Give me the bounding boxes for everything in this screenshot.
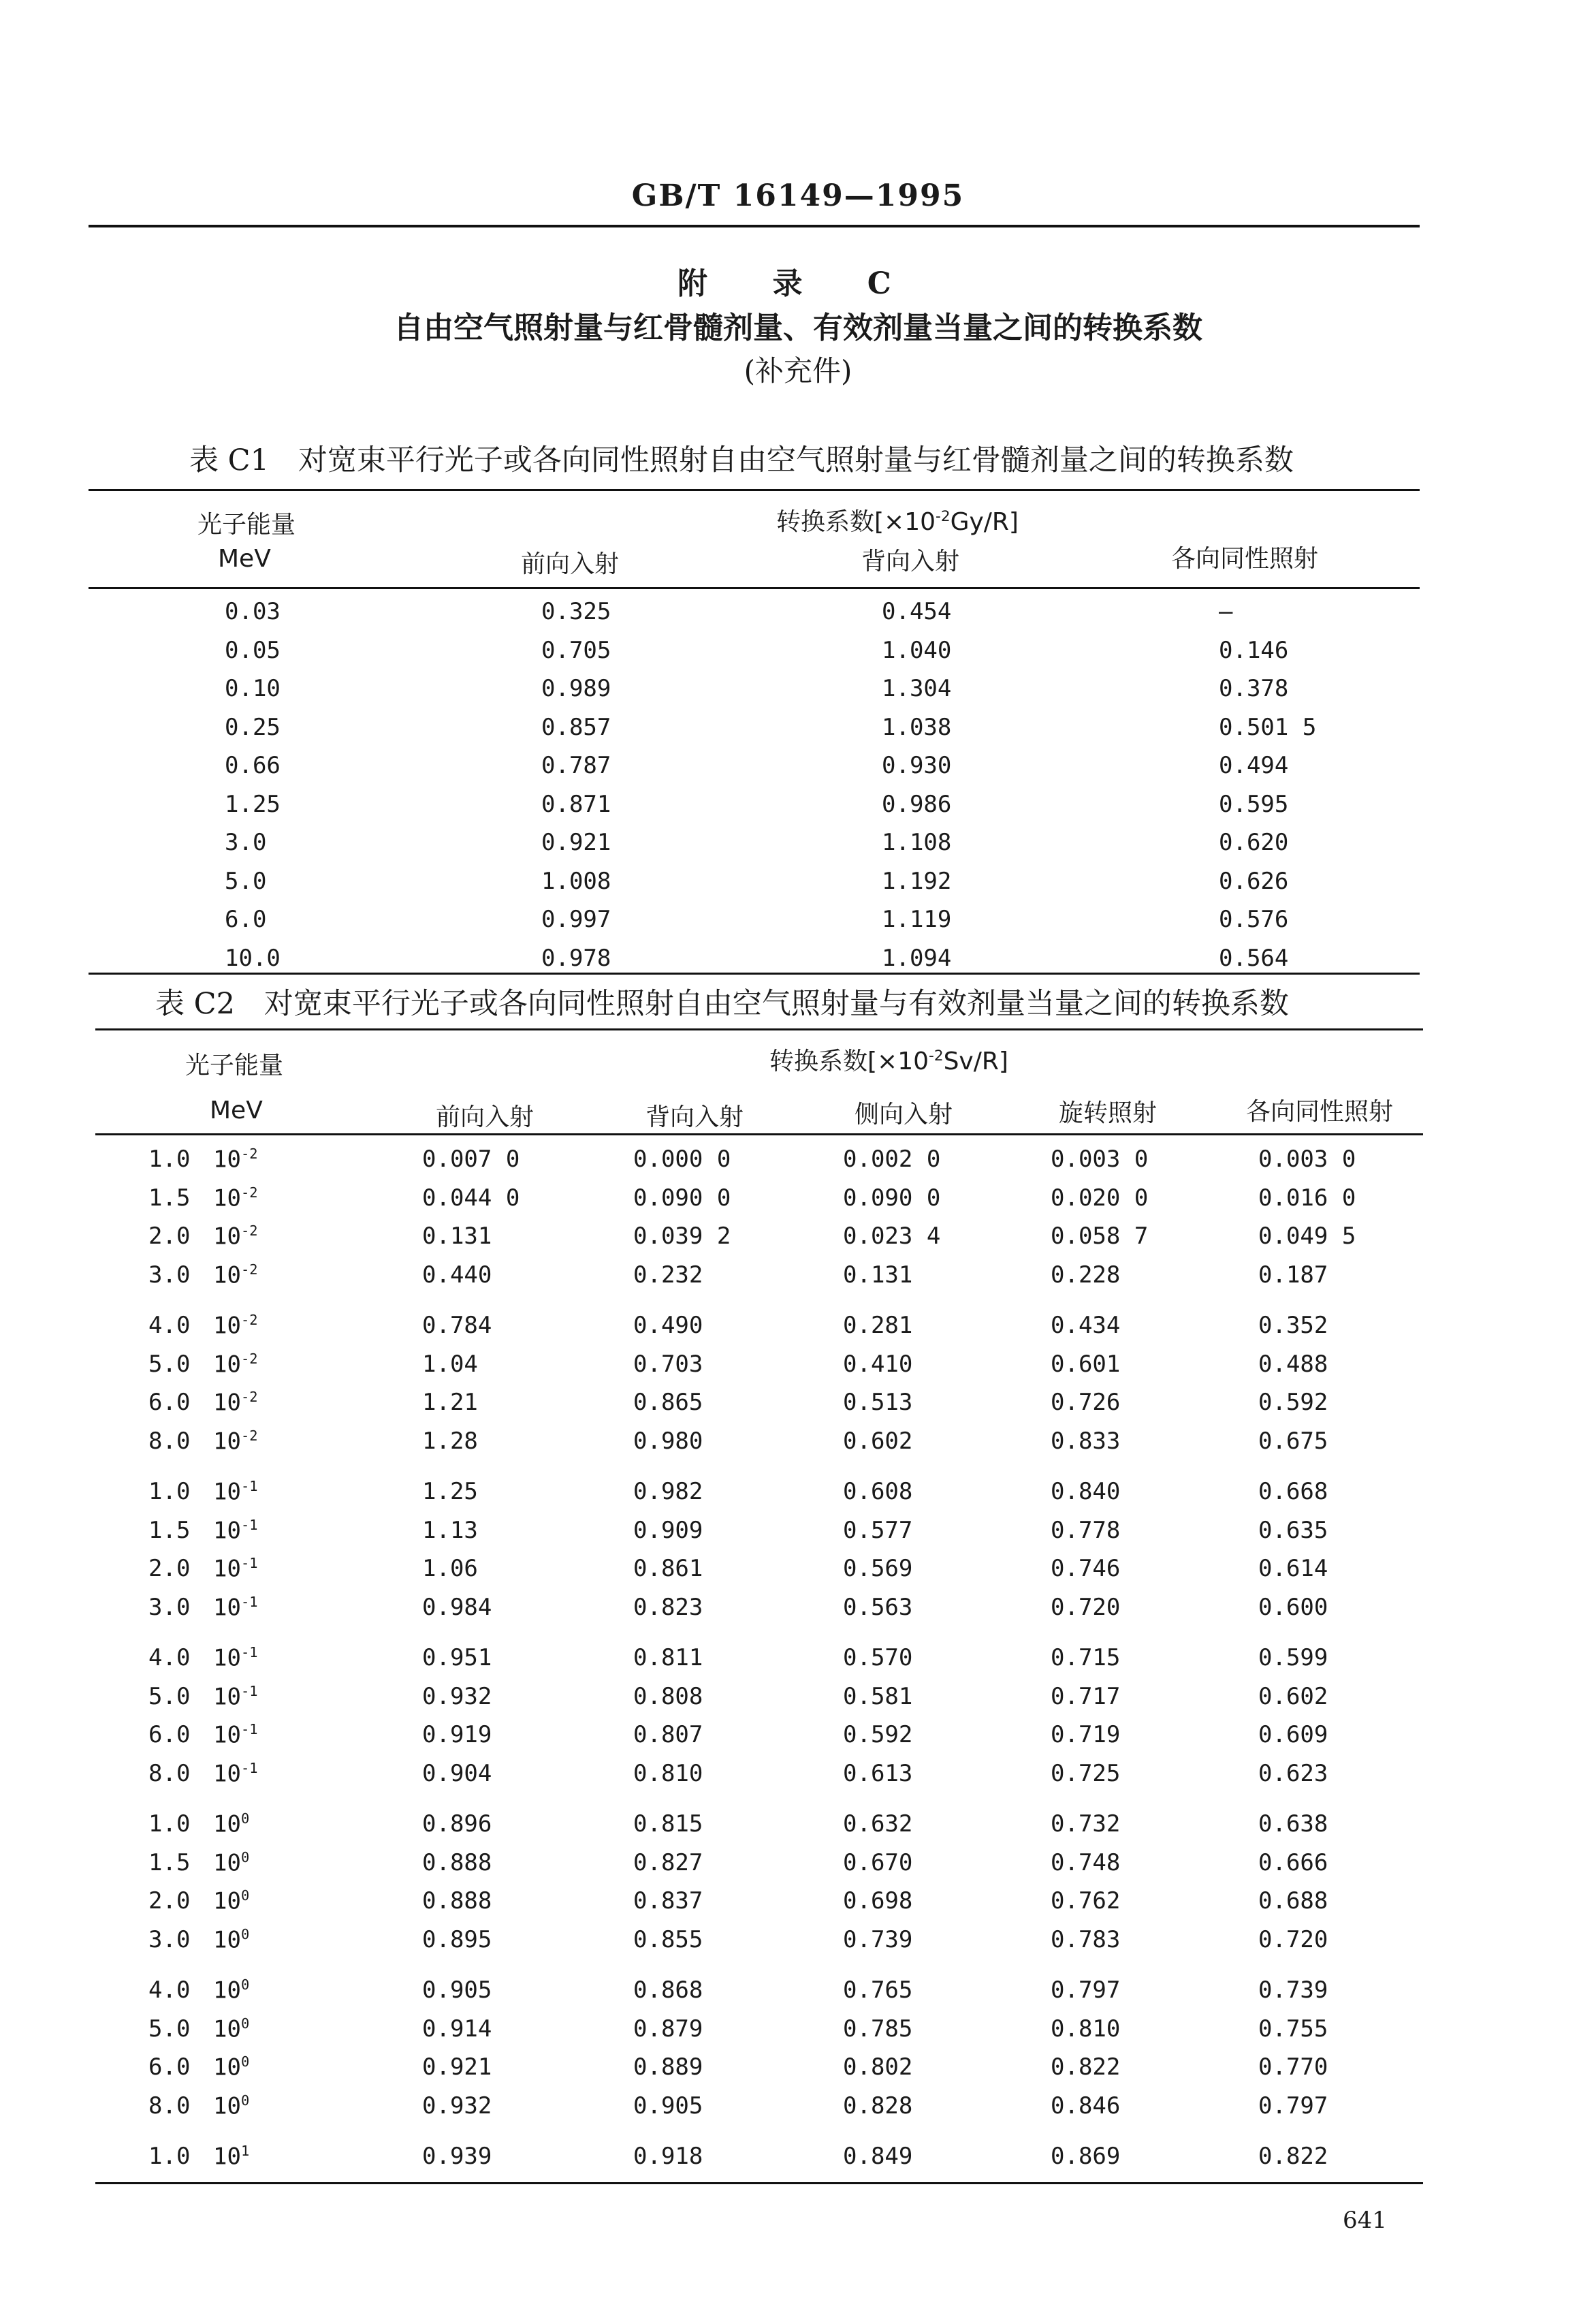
table-c2-isotropic-cell: 0.822 xyxy=(1258,2143,1328,2170)
energy-exponent: -2 xyxy=(240,1427,258,1444)
table-c2-rotational-cell: 0.810 xyxy=(1051,2015,1121,2043)
table-c2-backward-cell: 0.815 xyxy=(633,1810,703,1838)
table-c1-backward-cell: 1.119 xyxy=(882,906,952,933)
table-c2-isotropic-cell: 0.600 xyxy=(1258,1593,1328,1621)
table-c2-backward-cell: 0.982 xyxy=(633,1478,703,1505)
table-c2-energy-cell xyxy=(148,1976,249,2004)
table-c1-backward-cell: 1.192 xyxy=(882,867,952,895)
energy-base: 10 xyxy=(213,1721,241,1749)
energy-base: 10 xyxy=(213,1810,241,1838)
table-c1-energy-cell: 0.25 xyxy=(225,713,281,741)
table-c2-energy-cell xyxy=(148,1926,249,1953)
table-c2-isotropic-cell: 0.755 xyxy=(1258,2015,1328,2043)
table-c1-forward-cell: 0.871 xyxy=(541,790,611,818)
table-c2-forward-cell: 0.904 xyxy=(422,1759,492,1787)
table-c2-forward-cell: 0.914 xyxy=(422,2015,492,2043)
energy-mantissa: 5.0 xyxy=(148,1682,191,1710)
energy-exponent: 0 xyxy=(240,1976,250,1993)
table-c1-backward-cell: 0.454 xyxy=(882,598,952,625)
table-c2-isotropic-cell: 0.352 xyxy=(1258,1312,1328,1339)
table-c2-forward-cell: 0.896 xyxy=(422,1810,492,1838)
table-c2-rotational-cell: 0.434 xyxy=(1051,1312,1121,1339)
table-c2-rotational-cell: 0.732 xyxy=(1051,1810,1121,1838)
table-c2-lateral-cell: 0.849 xyxy=(843,2143,913,2170)
table-c1-forward-cell: 0.325 xyxy=(541,598,611,625)
energy-mantissa: 1.0 xyxy=(148,1146,191,1173)
energy-base: 10 xyxy=(213,1887,241,1915)
table-c1-backward-cell: 0.986 xyxy=(882,790,952,818)
table-c2-rotational-cell: 0.746 xyxy=(1051,1555,1121,1582)
table-c2-rotational-cell: 0.833 xyxy=(1051,1427,1121,1455)
table-c2-lateral-cell: 0.785 xyxy=(843,2015,913,2043)
table-c2-rotational-cell: 0.058 7 xyxy=(1051,1223,1149,1250)
energy-exponent: -1 xyxy=(240,1478,258,1494)
energy-mantissa: 1.0 xyxy=(148,2143,191,2171)
energy-mantissa: 2.0 xyxy=(148,1223,191,1250)
table-c2-isotropic-cell: 0.049 5 xyxy=(1258,1223,1356,1250)
energy-exponent: 0 xyxy=(240,1925,250,1942)
energy-exponent: -2 xyxy=(240,1146,258,1162)
energy-exponent: 0 xyxy=(240,1810,250,1827)
energy-exponent: 0 xyxy=(240,2015,250,2032)
table-c2-energy-cell xyxy=(148,1721,258,1748)
table-c2-isotropic-cell: 0.614 xyxy=(1258,1555,1328,1582)
energy-mantissa: 6.0 xyxy=(148,1389,191,1417)
energy-exponent: -2 xyxy=(240,1184,258,1201)
table-c2-col-backward: 背向入射 xyxy=(645,1103,744,1131)
energy-exponent: -2 xyxy=(240,1350,258,1367)
energy-exponent: -1 xyxy=(240,1516,258,1533)
table-c2-energy-cell xyxy=(148,1810,249,1838)
energy-base: 10 xyxy=(213,1555,241,1583)
table-c2-rotational-cell: 0.748 xyxy=(1051,1848,1121,1876)
table-c2-rotational-cell: 0.719 xyxy=(1051,1721,1121,1748)
energy-base: 10 xyxy=(213,1312,241,1340)
table-c2-forward-cell: 1.28 xyxy=(422,1427,478,1455)
table-c2-energy-cell xyxy=(148,1478,258,1505)
table-c1-forward-cell: 0.997 xyxy=(541,906,611,933)
table-c2-energy-cell xyxy=(148,1261,258,1289)
table-c2-energy-cell xyxy=(148,2015,249,2043)
table-c1-isotropic-cell: — xyxy=(1219,598,1233,625)
table-c2-isotropic-cell: 0.797 xyxy=(1258,2092,1328,2120)
energy-mantissa: 3.0 xyxy=(148,1925,191,1953)
table-c2-forward-cell: 1.04 xyxy=(422,1350,478,1378)
table-c1-energy-cell: 0.03 xyxy=(225,598,281,625)
table-c2-lateral-cell: 0.577 xyxy=(843,1516,913,1544)
energy-base: 10 xyxy=(213,1427,241,1455)
table-c1-backward-cell: 1.304 xyxy=(882,675,952,702)
table-c2-energy-cell xyxy=(148,2143,249,2170)
table-c2-energy-cell xyxy=(148,1428,258,1455)
table-c2-isotropic-cell: 0.688 xyxy=(1258,1887,1328,1915)
table-c2-rotational-cell: 0.762 xyxy=(1051,1887,1121,1915)
table-c2-lateral-cell: 0.569 xyxy=(843,1555,913,1582)
table-c2-col-rotational: 旋转照射 xyxy=(1059,1099,1158,1127)
energy-base: 10 xyxy=(213,1759,241,1787)
table-c1-energy-cell: 3.0 xyxy=(225,829,267,856)
table-c2-isotropic-cell: 0.187 xyxy=(1258,1261,1328,1289)
energy-mantissa: 6.0 xyxy=(148,2053,191,2081)
table-c2-backward-cell: 0.909 xyxy=(633,1516,703,1544)
table-c2-isotropic-cell: 0.488 xyxy=(1258,1350,1328,1378)
table-c2-backward-cell: 0.000 0 xyxy=(633,1146,731,1173)
table-c2-lateral-cell: 0.131 xyxy=(843,1261,913,1289)
table-c2-col-lateral: 侧向入射 xyxy=(855,1101,953,1129)
table-c1-backward-cell: 1.108 xyxy=(882,829,952,856)
table-c1-energy-cell: 6.0 xyxy=(225,906,267,933)
table-c2-rotational-cell: 0.725 xyxy=(1051,1759,1121,1787)
energy-base: 10 xyxy=(213,1925,241,1953)
table-c2-isotropic-cell: 0.739 xyxy=(1258,1976,1328,2004)
energy-mantissa: 1.0 xyxy=(148,1810,191,1838)
table-c2-forward-cell: 0.939 xyxy=(422,2143,492,2170)
energy-mantissa: 4.0 xyxy=(148,1976,191,2004)
table-c2-isotropic-cell: 0.668 xyxy=(1258,1478,1328,1505)
table-c1-group-header: 转换系数$[\times 10^{-2}Gy/R]$ xyxy=(776,508,1019,536)
table-c2-forward-cell: 0.951 xyxy=(422,1644,492,1671)
table-c2-isotropic-cell: 0.635 xyxy=(1258,1516,1328,1544)
table-c2-energy-cell xyxy=(148,1146,258,1173)
page-number: 641 xyxy=(1343,2207,1387,2234)
table-c2-energy-cell xyxy=(148,1312,258,1339)
energy-mantissa: 8.0 xyxy=(148,1427,191,1455)
table-c2-lateral-cell: 0.592 xyxy=(843,1721,913,1748)
energy-exponent: 0 xyxy=(240,2092,250,2109)
table-c1-col-isotropic: 各向同性照射 xyxy=(1171,545,1319,573)
table-c1-isotropic-cell: 0.494 xyxy=(1219,752,1289,779)
table-c2-forward-cell: 0.440 xyxy=(422,1261,492,1289)
table-c1-energy-cell: 5.0 xyxy=(225,867,267,895)
table-c2-lateral-cell: 0.581 xyxy=(843,1682,913,1710)
table-c1-header-rule xyxy=(89,587,1420,589)
energy-exponent: -1 xyxy=(240,1555,258,1571)
table-c2-backward-cell: 0.823 xyxy=(633,1593,703,1621)
table-c2-rotational-cell: 0.020 0 xyxy=(1051,1184,1149,1212)
standard-number: GB/T 16149—1995 xyxy=(631,178,965,213)
energy-base: 10 xyxy=(213,1261,241,1289)
table-c2-backward-cell: 0.490 xyxy=(633,1312,703,1339)
energy-exponent: -2 xyxy=(240,1389,258,1405)
energy-mantissa: 2.0 xyxy=(148,1887,191,1915)
energy-base: 10 xyxy=(213,1389,241,1417)
table-c2-bottom-rule xyxy=(95,2182,1423,2184)
table-c2-forward-cell: 1.25 xyxy=(422,1478,478,1505)
table-c1-isotropic-cell: 0.564 xyxy=(1219,944,1289,972)
table-c2-lateral-cell: 0.002 0 xyxy=(843,1146,941,1173)
table-c2-backward-cell: 0.703 xyxy=(633,1350,703,1378)
table-c2-energy-cell xyxy=(148,1644,258,1671)
energy-base: 10 xyxy=(213,1976,241,2004)
table-c2-isotropic-cell: 0.592 xyxy=(1258,1389,1328,1416)
energy-mantissa: 5.0 xyxy=(148,1350,191,1378)
table-c1-isotropic-cell: 0.626 xyxy=(1219,867,1289,895)
table-c2-backward-cell: 0.868 xyxy=(633,1976,703,2004)
table-c2-energy-cell xyxy=(148,1389,258,1416)
energy-exponent: -1 xyxy=(240,1682,258,1699)
table-c2-backward-cell: 0.861 xyxy=(633,1555,703,1582)
table-c2-isotropic-cell: 0.609 xyxy=(1258,1721,1328,1748)
table-c1-forward-cell: 0.705 xyxy=(541,636,611,664)
table-c2-isotropic-cell: 0.016 0 xyxy=(1258,1184,1356,1212)
table-c2-backward-cell: 0.090 0 xyxy=(633,1184,731,1212)
energy-exponent: 0 xyxy=(240,1887,250,1904)
table-c2-rotational-cell: 0.715 xyxy=(1051,1644,1121,1671)
table-c2-backward-cell: 0.808 xyxy=(633,1682,703,1710)
energy-mantissa: 4.0 xyxy=(148,1644,191,1672)
table-c2-backward-cell: 0.865 xyxy=(633,1389,703,1416)
energy-base: 10 xyxy=(213,1350,241,1378)
table-c2-energy-cell xyxy=(148,1683,258,1710)
appendix-label: 附 录 C xyxy=(677,266,919,301)
table-c2-group-header: 转换系数$[\times 10^{-2}Sv/R]$ xyxy=(769,1047,1008,1075)
table-c2-lateral-cell: 0.632 xyxy=(843,1810,913,1838)
table-c2-lateral-cell: 0.570 xyxy=(843,1644,913,1671)
table-c2-rotational-cell: 0.869 xyxy=(1051,2143,1121,2170)
table-c1-energy-cell: 0.10 xyxy=(225,675,281,702)
table-c2-forward-cell: 0.921 xyxy=(422,2053,492,2081)
table-c2-rotational-cell: 0.726 xyxy=(1051,1389,1121,1416)
table-c2-forward-cell: 0.984 xyxy=(422,1593,492,1621)
table-c1-forward-cell: 0.787 xyxy=(541,752,611,779)
table-c2-backward-cell: 0.879 xyxy=(633,2015,703,2043)
table-c2-isotropic-cell: 0.623 xyxy=(1258,1759,1328,1787)
table-c2-rotational-cell: 0.003 0 xyxy=(1051,1146,1149,1173)
table-c2-rotational-cell: 0.717 xyxy=(1051,1682,1121,1710)
table-c1-energy-cell: 10.0 xyxy=(225,944,281,972)
table-c2-rotational-cell: 0.797 xyxy=(1051,1976,1121,2004)
table-c2-lateral-cell: 0.090 0 xyxy=(843,1184,941,1212)
table-c2-rotational-cell: 0.720 xyxy=(1051,1593,1121,1621)
table-c2-energy-cell xyxy=(148,1760,258,1787)
energy-mantissa: 1.5 xyxy=(148,1516,191,1544)
table-c2-rotational-cell: 0.778 xyxy=(1051,1516,1121,1544)
energy-base: 10 xyxy=(213,1184,241,1212)
table-c2-isotropic-cell: 0.003 0 xyxy=(1258,1146,1356,1173)
table-c2-backward-cell: 0.827 xyxy=(633,1848,703,1876)
table-c1-backward-cell: 1.094 xyxy=(882,944,952,972)
appendix-title: 自由空气照射量与红骨髓剂量、有效剂量当量之间的转换系数 xyxy=(394,311,1202,345)
energy-base: 10 xyxy=(213,1146,241,1173)
energy-exponent: -1 xyxy=(240,1593,258,1610)
energy-base: 10 xyxy=(213,1593,241,1621)
table-c1-forward-cell: 0.921 xyxy=(541,829,611,856)
table-c1-energy-unit: MeV xyxy=(218,545,271,573)
table-c2-forward-cell: 0.044 0 xyxy=(422,1184,520,1212)
table-c2-lateral-cell: 0.608 xyxy=(843,1478,913,1505)
table-c1-forward-cell: 1.008 xyxy=(541,867,611,895)
table-c1-backward-cell: 1.040 xyxy=(882,636,952,664)
table-c2-energy-cell xyxy=(148,1223,258,1250)
table-c2-isotropic-cell: 0.675 xyxy=(1258,1427,1328,1455)
table-c2-lateral-cell: 0.670 xyxy=(843,1848,913,1876)
table-c1-backward-cell: 0.930 xyxy=(882,752,952,779)
energy-mantissa: 8.0 xyxy=(148,2092,191,2120)
table-c2-rotational-cell: 0.783 xyxy=(1051,1925,1121,1953)
table-c2-isotropic-cell: 0.666 xyxy=(1258,1848,1328,1876)
header-rule xyxy=(89,225,1420,227)
table-c2-lateral-cell: 0.802 xyxy=(843,2053,913,2081)
table-c2-energy-cell xyxy=(148,2053,249,2081)
table-c2-lateral-cell: 0.281 xyxy=(843,1312,913,1339)
table-c1-isotropic-cell: 0.595 xyxy=(1219,790,1289,818)
table-c2-energy-cell xyxy=(148,1887,249,1915)
table-c2-energy-cell xyxy=(148,1849,249,1876)
appendix-note: (补充件) xyxy=(744,354,852,388)
table-c2-backward-cell: 0.039 2 xyxy=(633,1223,731,1250)
energy-base: 10 xyxy=(213,2143,241,2171)
energy-mantissa: 5.0 xyxy=(148,2015,191,2043)
energy-base: 10 xyxy=(213,1516,241,1544)
table-c2-forward-cell: 0.888 xyxy=(422,1887,492,1915)
energy-base: 10 xyxy=(213,2092,241,2120)
table-c2-energy-cell xyxy=(148,2092,249,2120)
energy-base: 10 xyxy=(213,1848,241,1876)
table-c2-backward-cell: 0.855 xyxy=(633,1925,703,1953)
table-c2-lateral-cell: 0.410 xyxy=(843,1350,913,1378)
table-c2-lateral-cell: 0.765 xyxy=(843,1976,913,2004)
table-c2-rotational-cell: 0.846 xyxy=(1051,2092,1121,2120)
energy-base: 10 xyxy=(213,2015,241,2043)
table-c2-forward-cell: 0.932 xyxy=(422,2092,492,2120)
table-c2-backward-cell: 0.980 xyxy=(633,1427,703,1455)
table-c2-header-rule xyxy=(95,1133,1423,1135)
table-c2-backward-cell: 0.905 xyxy=(633,2092,703,2120)
table-c2-backward-cell: 0.918 xyxy=(633,2143,703,2170)
energy-exponent: -1 xyxy=(240,1759,258,1776)
table-c1-top-rule xyxy=(89,489,1420,491)
energy-exponent: -1 xyxy=(240,1721,258,1737)
table-c2-backward-cell: 0.837 xyxy=(633,1887,703,1915)
energy-exponent: -2 xyxy=(240,1223,258,1239)
table-c1-energy-cell: 1.25 xyxy=(225,790,281,818)
table-c2-rotational-cell: 0.601 xyxy=(1051,1350,1121,1378)
table-c2-backward-cell: 0.810 xyxy=(633,1759,703,1787)
energy-mantissa: 4.0 xyxy=(148,1312,191,1340)
table-c2-energy-cell xyxy=(148,1517,258,1544)
table-c2-lateral-cell: 0.613 xyxy=(843,1759,913,1787)
table-c2-isotropic-cell: 0.602 xyxy=(1258,1682,1328,1710)
energy-base: 10 xyxy=(213,1682,241,1710)
table-c2-energy-cell xyxy=(148,1184,258,1212)
energy-mantissa: 3.0 xyxy=(148,1261,191,1289)
table-c2-energy-header: 光子能量 xyxy=(185,1052,284,1080)
table-c2-lateral-cell: 0.023 4 xyxy=(843,1223,941,1250)
energy-mantissa: 1.5 xyxy=(148,1848,191,1876)
table-c2-energy-cell xyxy=(148,1555,258,1582)
energy-exponent: 0 xyxy=(240,1848,250,1865)
table-c2-forward-cell: 1.13 xyxy=(422,1516,478,1544)
energy-exponent: 1 xyxy=(240,2143,250,2159)
table-c1-col-backward: 背向入射 xyxy=(861,548,960,576)
table-c1-col-forward: 前向入射 xyxy=(521,550,620,578)
table-c1-energy-cell: 0.66 xyxy=(225,752,281,779)
energy-base: 10 xyxy=(213,1478,241,1506)
table-c2-forward-cell: 0.905 xyxy=(422,1976,492,2004)
table-c2-lateral-cell: 0.602 xyxy=(843,1427,913,1455)
table-c2-energy-cell xyxy=(148,1594,258,1621)
energy-exponent: -1 xyxy=(240,1644,258,1660)
table-c2-rotational-cell: 0.840 xyxy=(1051,1478,1121,1505)
table-c2-forward-cell: 0.888 xyxy=(422,1848,492,1876)
energy-mantissa: 1.5 xyxy=(148,1184,191,1212)
table-c1-isotropic-cell: 0.378 xyxy=(1219,675,1289,702)
table-c2-forward-cell: 1.06 xyxy=(422,1555,478,1582)
table-c1-isotropic-cell: 0.501 5 xyxy=(1219,713,1317,741)
table-c2-isotropic-cell: 0.770 xyxy=(1258,2053,1328,2081)
table-c2-isotropic-cell: 0.720 xyxy=(1258,1925,1328,1953)
table-c2-backward-cell: 0.232 xyxy=(633,1261,703,1289)
table-c2-lateral-cell: 0.563 xyxy=(843,1593,913,1621)
table-c2-forward-cell: 1.21 xyxy=(422,1389,478,1416)
energy-exponent: -2 xyxy=(240,1261,258,1278)
table-c2-lateral-cell: 0.513 xyxy=(843,1389,913,1416)
table-c2-lateral-cell: 0.739 xyxy=(843,1925,913,1953)
energy-base: 10 xyxy=(213,2053,241,2081)
table-c2-forward-cell: 0.919 xyxy=(422,1721,492,1748)
table-c2-rotational-cell: 0.822 xyxy=(1051,2053,1121,2081)
table-c1-caption: 表 C1 对宽束平行光子或各向同性照射自由空气照射量与红骨髓剂量之间的转换系数 xyxy=(189,443,1294,477)
table-c2-caption: 表 C2 对宽束平行光子或各向同性照射自由空气照射量与有效剂量当量之间的转换系数 xyxy=(155,987,1289,1021)
energy-exponent: 0 xyxy=(240,2053,250,2070)
energy-base: 10 xyxy=(213,1223,241,1250)
table-c2-lateral-cell: 0.828 xyxy=(843,2092,913,2120)
table-c1-isotropic-cell: 0.146 xyxy=(1219,636,1289,664)
table-c2-isotropic-cell: 0.599 xyxy=(1258,1644,1328,1671)
table-c2-backward-cell: 0.889 xyxy=(633,2053,703,2081)
energy-mantissa: 1.0 xyxy=(148,1478,191,1506)
table-c1-isotropic-cell: 0.576 xyxy=(1219,906,1289,933)
table-c2-lateral-cell: 0.698 xyxy=(843,1887,913,1915)
table-c1-bottom-rule xyxy=(89,973,1420,975)
table-c2-col-forward: 前向入射 xyxy=(436,1103,534,1131)
table-c1-forward-cell: 0.989 xyxy=(541,675,611,702)
table-c2-energy-unit: MeV xyxy=(210,1097,263,1124)
table-c2-forward-cell: 0.131 xyxy=(422,1223,492,1250)
table-c2-forward-cell: 0.007 0 xyxy=(422,1146,520,1173)
table-c2-forward-cell: 0.932 xyxy=(422,1682,492,1710)
table-c2-forward-cell: 0.895 xyxy=(422,1925,492,1953)
energy-base: 10 xyxy=(213,1644,241,1672)
table-c1-forward-cell: 0.978 xyxy=(541,944,611,972)
table-c2-forward-cell: 0.784 xyxy=(422,1312,492,1339)
energy-mantissa: 3.0 xyxy=(148,1593,191,1621)
energy-mantissa: 6.0 xyxy=(148,1721,191,1749)
table-c2-isotropic-cell: 0.638 xyxy=(1258,1810,1328,1838)
energy-mantissa: 8.0 xyxy=(148,1759,191,1787)
table-c1-backward-cell: 1.038 xyxy=(882,713,952,741)
table-c2-rotational-cell: 0.228 xyxy=(1051,1261,1121,1289)
table-c1-energy-cell: 0.05 xyxy=(225,636,281,664)
table-c1-forward-cell: 0.857 xyxy=(541,713,611,741)
table-c1-energy-header: 光子能量 xyxy=(197,511,296,539)
table-c1-isotropic-cell: 0.620 xyxy=(1219,829,1289,856)
table-c2-backward-cell: 0.811 xyxy=(633,1644,703,1671)
table-c2-backward-cell: 0.807 xyxy=(633,1721,703,1748)
table-c2-top-rule xyxy=(95,1028,1423,1030)
energy-mantissa: 2.0 xyxy=(148,1555,191,1583)
energy-exponent: -2 xyxy=(240,1312,258,1328)
table-c2-energy-cell xyxy=(148,1351,258,1378)
table-c2-col-isotropic: 各向同性照射 xyxy=(1246,1098,1394,1126)
